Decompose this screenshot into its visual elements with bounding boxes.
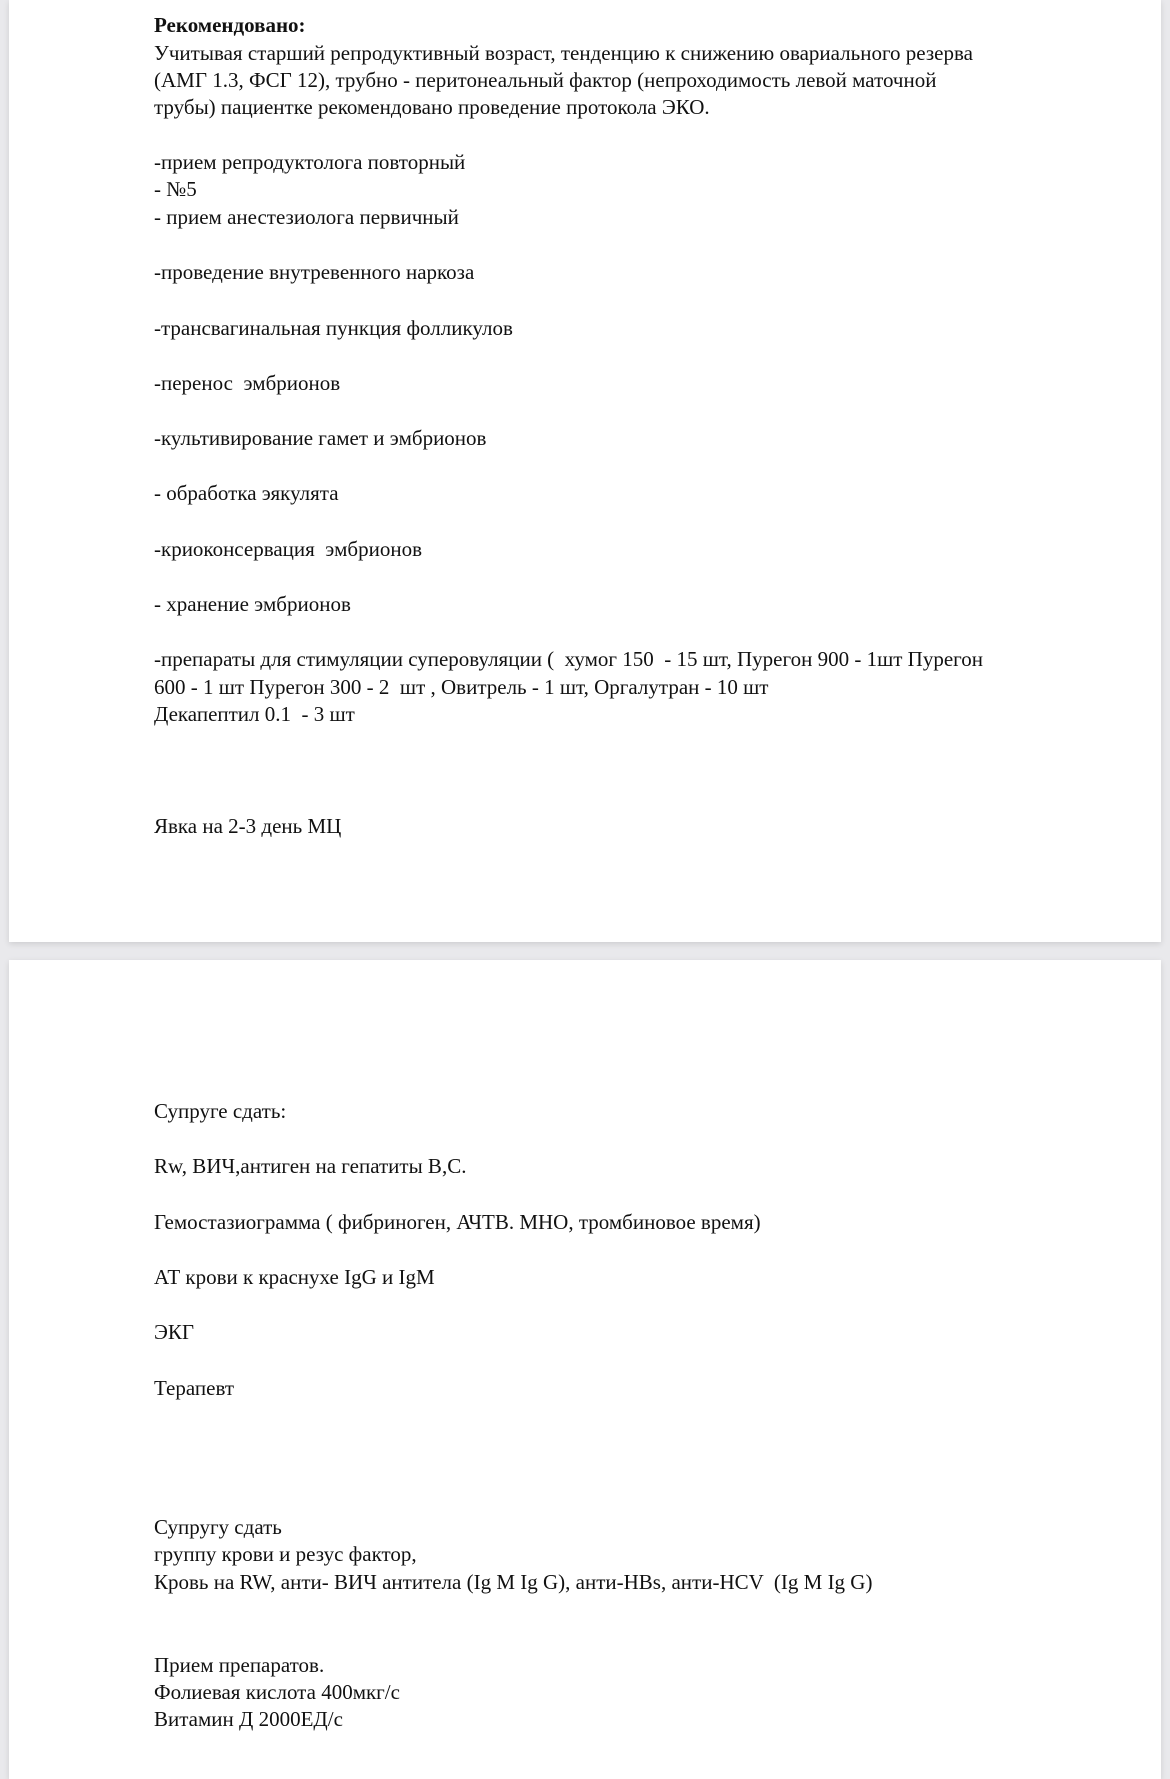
intro-line-1: Учитывая старший репродуктивный возраст, тенденцию к снижению овариального резерва [154, 41, 973, 65]
intro-line-3: трубы) пациентке рекомендовано проведение протокола ЭКО. [154, 95, 710, 119]
wife-test-therapist: Терапевт [154, 1376, 235, 1400]
item-number: - №5 [154, 177, 197, 201]
item-anesthesiologist: - прием анестезиолога первичный [154, 205, 459, 229]
wife-title: Супруге сдать: [154, 1099, 287, 1123]
husband-line-2: группу крови и резус фактор, [154, 1542, 417, 1566]
stimulation-line-2: 600 - 1 шт Пурегон 300 - 2 шт , Овитрель - 1 шт, Оргалутран - 10 шт [154, 675, 769, 699]
meds-line-1: Прием препаратов. [154, 1653, 325, 1677]
visit-note: Явка на 2-3 день МЦ [154, 814, 342, 838]
meds-line-3: Витамин Д 2000ЕД/с [154, 1707, 343, 1731]
intro-line-2: (АМГ 1.3, ФСГ 12), трубно - перитонеальный фактор (непроходимость левой маточной [154, 68, 937, 92]
item-cultivation: -культивирование гамет и эмбрионов [154, 426, 487, 450]
item-puncture: -трансвагинальная пункция фолликулов [154, 316, 513, 340]
document-page-2 [9, 960, 1161, 1779]
wife-test-hemostasis: Гемостазиограмма ( фибриноген, АЧТВ. МНО, тромбиновое время) [154, 1210, 761, 1234]
item-anesthesia: -проведение внутревенного наркоза [154, 260, 475, 284]
document-page-1 [9, 0, 1161, 942]
husband-line-1: Супругу сдать [154, 1515, 282, 1539]
item-transfer: -перенос эмбрионов [154, 371, 341, 395]
item-cryo: -криоконсервация эмбрионов [154, 537, 422, 561]
stimulation-line-1: -препараты для стимуляции суперовуляции ( хумог 150 - 15 шт, Пурегон 900 - 1шт Пурегон [154, 647, 983, 671]
item-storage: - хранение эмбрионов [154, 592, 351, 616]
wife-test-ecg: ЭКГ [154, 1320, 195, 1344]
stimulation-line-3: Декапептил 0.1 - 3 шт [154, 702, 355, 726]
item-repro-visit: -прием репродуктолога повторный [154, 150, 466, 174]
meds-line-2: Фолиевая кислота 400мкг/с [154, 1680, 400, 1704]
recommended-heading: Рекомендовано: [154, 13, 306, 37]
husband-line-3: Кровь на RW, анти- ВИЧ антитела (Ig M Ig G), анти-HBs, анти-HCV (Ig M Ig G) [154, 1570, 873, 1594]
item-ejaculate: - обработка эякулята [154, 481, 339, 505]
wife-test-rw: Rw, ВИЧ,антиген на гепатиты В,С. [154, 1154, 467, 1178]
wife-test-rubella: АТ крови к краснухе IgG и IgM [154, 1265, 435, 1289]
